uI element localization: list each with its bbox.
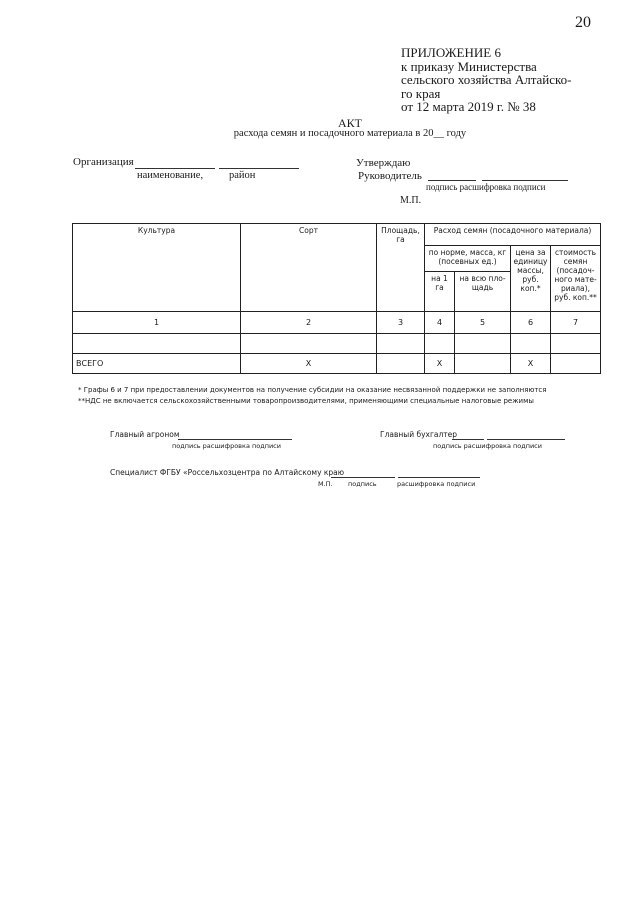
cell[interactable] [241,334,377,354]
act-title: АКТ [338,116,362,130]
org-name-caption: наименование, [137,170,204,181]
column-number: 2 [241,312,377,334]
footnote: **НДС не включается сельскохозяйственными товаропроизводителями, применяющими специальные налоговые режимы [78,397,534,405]
header-by-norm: по норме, масса, кг (посевных ед.) [425,246,511,272]
cell[interactable] [377,354,425,374]
appendix-line: от 12 марта 2019 г. № 38 [401,99,536,114]
specialist-stamp: М.П. [318,480,333,488]
appendix-line: ПРИЛОЖЕНИЕ 6 [401,45,501,60]
column-number: 3 [377,312,425,334]
cell[interactable] [455,354,511,374]
specialist-sign-line[interactable] [331,477,395,478]
column-number: 7 [551,312,601,334]
header-unit-price: цена за единицу массы, руб. коп.* [511,246,551,312]
cell[interactable] [511,334,551,354]
total-unit-price: Х [511,354,551,374]
total-label: ВСЕГО [73,354,241,374]
head-decode-line[interactable] [482,180,568,181]
appendix-line: к приказу Министерства [401,58,537,74]
total-row [73,354,601,374]
specialist-sign-caption: подпись [348,480,377,488]
cell[interactable] [73,334,241,354]
specialist-decode-caption: расшифровка подписи [397,480,476,488]
column-number: 5 [455,312,511,334]
header-culture: Культура [73,224,241,312]
appendix-block [401,46,572,114]
table-row [73,334,601,354]
column-number: 1 [73,312,241,334]
cell[interactable] [551,334,601,354]
head-label: Руководитель [358,170,422,182]
accountant-sign-line[interactable] [452,439,484,440]
org-district-line[interactable] [219,168,299,169]
column-number-row [73,312,601,334]
cell[interactable] [455,334,511,354]
accountant-label: Главный бухгалтер [380,430,458,439]
specialist-label: Специалист ФГБУ «Россельхозцентра по Алтайскому краю [110,468,345,477]
agronomist-sign-line[interactable] [178,439,292,440]
header-total-area: на всю пло-щадь [455,272,511,312]
page-number: 20 [575,14,591,31]
org-district-caption: район [229,170,256,181]
accountant-caption: подпись расшифровка подписи [433,442,542,450]
head-sign-line[interactable] [428,180,476,181]
column-number: 4 [425,312,455,334]
org-label: Организация [73,156,134,168]
header-per-ha: на 1 га [425,272,455,312]
approve-label: Утверждаю [356,157,411,169]
header-variety: Сорт [241,224,377,312]
footnote: * Графы 6 и 7 при предоставлении документов на получение субсидии на оказание несвязанной поддержки не заполняются [78,386,547,394]
appendix-line: го края [401,85,441,101]
header-cost: стоимость семян (посадоч-ного мате-риала), руб. коп.** [551,246,601,312]
consumption-table [72,223,601,374]
act-subtitle: расхода семян и посадочного материала в 20__ году [233,128,467,139]
org-name-line[interactable] [135,168,215,169]
specialist-decode-line[interactable] [398,477,480,478]
cell[interactable] [425,334,455,354]
total-variety: Х [241,354,377,374]
column-number: 6 [511,312,551,334]
accountant-decode-line[interactable] [487,439,565,440]
approve-stamp: М.П. [400,195,422,206]
cell[interactable] [377,334,425,354]
cell[interactable] [551,354,601,374]
head-caption: подпись расшифровка подписи [426,182,546,192]
header-area: Площадь, га [377,224,425,312]
appendix-line: сельского хозяйства Алтайско- [401,72,572,87]
agronomist-caption: подпись расшифровка подписи [172,442,281,450]
header-consumption: Расход семян (посадочного материала) [425,224,601,246]
total-per-ha: Х [425,354,455,374]
agronomist-label: Главный агроном [110,430,180,439]
